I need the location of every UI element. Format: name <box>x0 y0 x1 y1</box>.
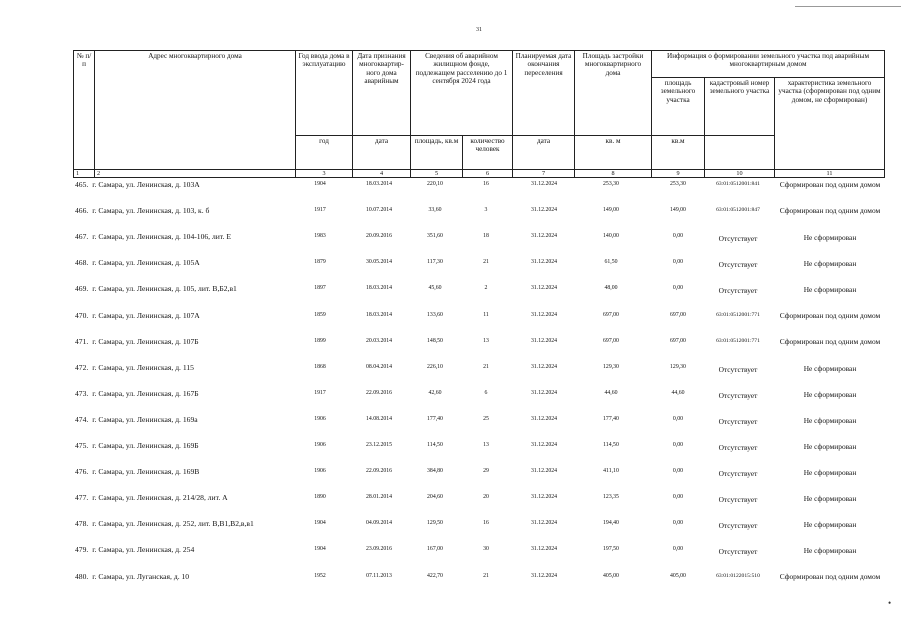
unit-year: год <box>296 136 353 170</box>
row-address-text: г. Самара, ул. Ленинская, д. 107А <box>92 311 200 320</box>
row-address-text: г. Самара, ул. Ленинская, д. 169а <box>92 415 198 424</box>
row-land-area: 129,30 <box>670 364 686 370</box>
row-year: 1868 <box>314 364 326 370</box>
unit-build: кв. м <box>575 136 652 170</box>
row-land-area: 0,00 <box>672 233 684 239</box>
row-area: 422,70 <box>427 573 443 579</box>
row-people-count: 21 <box>483 259 489 265</box>
header-table <box>73 50 885 178</box>
unit-plan: дата <box>513 136 575 170</box>
row-address <box>75 363 194 372</box>
table-row <box>73 284 884 310</box>
table-row <box>73 311 884 337</box>
unit-date: дата <box>353 136 411 170</box>
row-plan-date: 31.12.2024 <box>530 494 558 500</box>
row-plan-date: 31.12.2024 <box>530 520 558 526</box>
row-address-text: г. Самара, ул. Ленинская, д. 214/28, лит. А <box>92 493 228 502</box>
row-address <box>75 572 189 581</box>
row-cadastral: Отсутствует <box>718 391 758 400</box>
table-row <box>73 545 884 571</box>
row-number: 468. <box>75 258 89 267</box>
row-plan-date: 31.12.2024 <box>530 390 558 396</box>
row-address <box>75 258 200 267</box>
row-land-area: 0,00 <box>672 285 684 291</box>
row-year: 1904 <box>314 546 326 552</box>
row-year: 1917 <box>314 390 326 396</box>
row-area: 45,60 <box>428 285 442 291</box>
row-number: 466. <box>75 206 89 215</box>
row-land-area: 149,00 <box>670 207 686 213</box>
row-address <box>75 389 199 398</box>
row-address <box>75 415 198 424</box>
row-plan-date: 31.12.2024 <box>530 364 558 370</box>
row-area: 117,30 <box>427 259 443 265</box>
row-address <box>75 232 231 241</box>
row-year: 1904 <box>314 181 326 187</box>
row-cadastral: Отсутствует <box>718 234 758 243</box>
row-address <box>75 180 200 189</box>
row-number: 474. <box>75 415 89 424</box>
row-people-count: 16 <box>483 181 489 187</box>
row-cadastral: Отсутствует <box>718 547 758 556</box>
row-year: 1906 <box>314 442 326 448</box>
col-number-1: 1 <box>74 170 95 178</box>
row-cadastral: 63:01:0512001:771 <box>716 338 760 344</box>
row-recognition-date: 23.09.2016 <box>365 546 393 552</box>
row-recognition-date: 20.03.2014 <box>365 338 393 344</box>
row-land-area: 405,00 <box>670 573 686 579</box>
row-plan-date: 31.12.2024 <box>530 233 558 239</box>
row-recognition-date: 23.12.2015 <box>365 442 393 448</box>
row-people-count: 21 <box>483 364 489 370</box>
row-number: 467. <box>75 232 89 241</box>
row-address <box>75 284 237 293</box>
row-area: 114,50 <box>427 442 443 448</box>
row-people-count: 30 <box>483 546 489 552</box>
scan-speck: • <box>888 598 892 608</box>
row-plan-date: 31.12.2024 <box>530 181 558 187</box>
row-people-count: 13 <box>483 338 489 344</box>
row-cadastral: Отсутствует <box>718 495 758 504</box>
col-number-11: 11 <box>775 170 885 178</box>
row-address-text: г. Самара, ул. Ленинская, д. 103, к. б <box>92 206 210 215</box>
row-land-char: Сформирован под одним домом <box>779 572 881 581</box>
row-build-area: 114,50 <box>603 442 619 448</box>
row-year: 1917 <box>314 207 326 213</box>
row-cadastral: Отсутствует <box>718 286 758 295</box>
row-people-count: 3 <box>484 207 488 213</box>
row-area: 129,50 <box>427 520 443 526</box>
row-area: 177,40 <box>427 416 443 422</box>
row-year: 1906 <box>314 416 326 422</box>
row-number: 471. <box>75 337 89 346</box>
unit-land: кв.м <box>652 136 705 170</box>
table-row <box>73 493 884 519</box>
row-people-count: 18 <box>483 233 489 239</box>
row-address-text: г. Самара, ул. Ленинская, д. 254 <box>92 545 195 554</box>
row-address <box>75 519 254 528</box>
row-number: 478. <box>75 519 89 528</box>
row-recognition-date: 28.01.2014 <box>365 494 393 500</box>
row-plan-date: 31.12.2024 <box>530 259 558 265</box>
row-build-area: 44,60 <box>604 390 618 396</box>
row-land-char: Не сформирован <box>803 364 857 373</box>
row-land-area: 44,60 <box>671 390 685 396</box>
row-cadastral: 63:01:0512001:847 <box>716 207 760 213</box>
row-build-area: 411,10 <box>603 468 619 474</box>
col-number-5: 5 <box>411 170 463 178</box>
row-cadastral: Отсутствует <box>718 417 758 426</box>
row-number: 479. <box>75 545 89 554</box>
table-row <box>73 363 884 389</box>
row-build-area: 697,00 <box>603 312 619 318</box>
row-land-char: Не сформирован <box>803 233 857 242</box>
row-address-text: г. Самара, ул. Ленинская, д. 115 <box>92 363 194 372</box>
row-land-char: Сформирован под одним домом <box>779 206 881 215</box>
row-land-area: 0,00 <box>672 494 684 500</box>
row-plan-date: 31.12.2024 <box>530 338 558 344</box>
row-cadastral: Отсутствует <box>718 469 758 478</box>
row-plan-date: 31.12.2024 <box>530 312 558 318</box>
row-address-text: г. Самара, ул. Ленинская, д. 252, лит. В,В1,В2,в,в1 <box>92 519 254 528</box>
row-address-text: г. Самара, ул. Ленинская, д. 169Б <box>92 441 199 450</box>
row-build-area: 405,00 <box>603 573 619 579</box>
row-recognition-date: 18.03.2014 <box>365 312 393 318</box>
row-address-text: г. Самара, ул. Ленинская, д. 167Б <box>92 389 199 398</box>
header-land-area: площадь земельного участка <box>652 78 705 136</box>
row-area: 204,60 <box>427 494 443 500</box>
row-number: 477. <box>75 493 89 502</box>
row-area: 133,60 <box>427 312 443 318</box>
row-build-area: 194,40 <box>603 520 619 526</box>
table-row <box>73 441 884 467</box>
table-row <box>73 258 884 284</box>
row-land-area: 0,00 <box>672 442 684 448</box>
header-plan-date: Планируемая дата окончания переселения <box>513 51 575 136</box>
unit-area: площадь, кв.м <box>411 136 463 170</box>
header-cadastral: кадастровый номер земельного участка <box>705 78 775 136</box>
row-land-char: Сформирован под одним домом <box>779 337 881 346</box>
row-land-char: Не сформирован <box>803 520 857 529</box>
col-number-7: 7 <box>513 170 575 178</box>
row-address-text: г. Самара, ул. Ленинская, д. 169В <box>92 467 200 476</box>
row-plan-date: 31.12.2024 <box>530 546 558 552</box>
table-row <box>73 572 884 598</box>
row-plan-date: 31.12.2024 <box>530 416 558 422</box>
row-cadastral: Отсутствует <box>718 443 758 452</box>
col-number-3: 3 <box>296 170 353 178</box>
row-land-area: 0,00 <box>672 416 684 422</box>
row-recognition-date: 10.07.2014 <box>365 207 393 213</box>
row-land-char: Не сформирован <box>803 259 857 268</box>
col-number-4: 4 <box>353 170 411 178</box>
unit-count: количество человек <box>463 136 513 170</box>
col-number-9: 9 <box>652 170 705 178</box>
page-number: 31 <box>476 27 482 33</box>
row-number: 465. <box>75 180 89 189</box>
table-row <box>73 467 884 493</box>
row-plan-date: 31.12.2024 <box>530 285 558 291</box>
row-address-text: г. Самара, ул. Ленинская, д. 107Б <box>92 337 199 346</box>
row-area: 148,50 <box>427 338 443 344</box>
table-row <box>73 519 884 545</box>
row-cadastral: Отсутствует <box>718 260 758 269</box>
row-build-area: 48,00 <box>604 285 618 291</box>
top-edge-line <box>795 6 901 7</box>
row-people-count: 20 <box>483 494 489 500</box>
header-num: № п/п <box>74 51 95 170</box>
row-land-area: 0,00 <box>672 546 684 552</box>
row-land-char: Не сформирован <box>803 390 857 399</box>
row-build-area: 129,30 <box>603 364 619 370</box>
row-land-area: 0,00 <box>672 520 684 526</box>
row-people-count: 11 <box>483 312 489 318</box>
row-build-area: 140,00 <box>603 233 619 239</box>
row-build-area: 253,30 <box>603 181 619 187</box>
row-number: 472. <box>75 363 89 372</box>
row-number: 476. <box>75 467 89 476</box>
row-address-text: г. Самара, ул. Ленинская, д. 105, лит. В,Б2,в1 <box>92 284 237 293</box>
row-cadastral: 63:01:0512001:841 <box>716 181 760 187</box>
row-recognition-date: 22.09.2016 <box>365 390 393 396</box>
row-recognition-date: 08.04.2014 <box>365 364 393 370</box>
row-year: 1859 <box>314 312 326 318</box>
row-plan-date: 31.12.2024 <box>530 442 558 448</box>
row-number: 475. <box>75 441 89 450</box>
row-recognition-date: 22.09.2016 <box>365 468 393 474</box>
row-land-area: 697,00 <box>670 312 686 318</box>
unit-cadastral <box>705 136 775 170</box>
row-year: 1906 <box>314 468 326 474</box>
row-build-area: 123,35 <box>603 494 619 500</box>
row-build-area: 61,50 <box>604 259 618 265</box>
row-land-area: 253,30 <box>670 181 686 187</box>
row-build-area: 197,50 <box>603 546 619 552</box>
row-cadastral: 63:01:0122015:510 <box>716 573 760 579</box>
row-people-count: 29 <box>483 468 489 474</box>
header-fund: Сведения об аварийном жилищном фонде, подлежащем расселению до 1 сентября 2024 года <box>411 51 513 136</box>
row-address-text: г. Самара, ул. Ленинская, д. 105А <box>92 258 200 267</box>
row-land-char: Не сформирован <box>803 442 857 451</box>
row-land-char: Не сформирован <box>803 546 857 555</box>
row-area: 33,60 <box>428 207 442 213</box>
row-number: 473. <box>75 389 89 398</box>
row-recognition-date: 30.05.2014 <box>365 259 393 265</box>
header-land-info: Информация о формировании земельного участка под аварийным многоквартирным домом <box>652 51 885 78</box>
row-land-area: 697,00 <box>670 338 686 344</box>
row-address <box>75 206 209 215</box>
row-build-area: 177,40 <box>603 416 619 422</box>
row-number: 470. <box>75 311 89 320</box>
table-row <box>73 389 884 415</box>
row-area: 226,10 <box>427 364 443 370</box>
row-recognition-date: 14.08.2014 <box>365 416 393 422</box>
row-year: 1904 <box>314 520 326 526</box>
header-build-area: Площадь застройки многоквартирного дома <box>575 51 652 136</box>
row-address <box>75 441 199 450</box>
row-land-area: 0,00 <box>672 259 684 265</box>
row-recognition-date: 18.03.2014 <box>365 285 393 291</box>
row-land-char: Не сформирован <box>803 416 857 425</box>
row-area: 351,60 <box>427 233 443 239</box>
row-cadastral: 63:01:0512001:771 <box>716 312 760 318</box>
row-address-text: г. Самара, ул. Ленинская, д. 104-106, лит. Е <box>92 232 231 241</box>
row-land-char: Не сформирован <box>803 494 857 503</box>
row-land-char: Не сформирован <box>803 285 857 294</box>
row-year: 1897 <box>314 285 326 291</box>
row-address <box>75 337 199 346</box>
row-year: 1983 <box>314 233 326 239</box>
col-number-6: 6 <box>463 170 513 178</box>
row-land-area: 0,00 <box>672 468 684 474</box>
row-people-count: 21 <box>483 573 489 579</box>
row-year: 1890 <box>314 494 326 500</box>
header-address: Адрес многоквартирного дома <box>95 51 296 170</box>
row-recognition-date: 18.03.2014 <box>365 181 393 187</box>
row-year: 1879 <box>314 259 326 265</box>
row-address-text: г. Самара, ул. Луганская, д. 10 <box>92 572 190 581</box>
row-plan-date: 31.12.2024 <box>530 468 558 474</box>
row-people-count: 16 <box>483 520 489 526</box>
header-recognition-date: Дата признания многоквартир-ного дома аварийным <box>353 51 411 136</box>
row-land-char: Сформирован под одним домом <box>779 180 881 189</box>
col-number-10: 10 <box>705 170 775 178</box>
row-address <box>75 467 199 476</box>
row-plan-date: 31.12.2024 <box>530 573 558 579</box>
row-number: 480. <box>75 572 89 581</box>
row-cadastral: Отсутствует <box>718 365 758 374</box>
row-area: 42,60 <box>428 390 442 396</box>
row-people-count: 13 <box>483 442 489 448</box>
table-row <box>73 232 884 258</box>
row-people-count: 2 <box>484 285 488 291</box>
table-row <box>73 415 884 441</box>
row-year: 1952 <box>314 573 326 579</box>
row-number: 469. <box>75 284 89 293</box>
row-build-area: 149,00 <box>603 207 619 213</box>
row-people-count: 25 <box>483 416 489 422</box>
row-recognition-date: 07.11.2013 <box>366 573 392 579</box>
row-recognition-date: 20.09.2016 <box>365 233 393 239</box>
row-area: 220,10 <box>427 181 443 187</box>
header-year: Год ввода дома в эксплуатацию <box>296 51 353 136</box>
row-plan-date: 31.12.2024 <box>530 207 558 213</box>
table-row <box>73 337 884 363</box>
row-land-char: Сформирован под одним домом <box>779 311 881 320</box>
row-address <box>75 545 194 554</box>
row-build-area: 697,00 <box>603 338 619 344</box>
row-area: 384,80 <box>427 468 443 474</box>
row-land-char: Не сформирован <box>803 468 857 477</box>
row-address <box>75 311 200 320</box>
row-recognition-date: 04.09.2014 <box>365 520 393 526</box>
row-year: 1899 <box>314 338 326 344</box>
table-row <box>73 206 884 232</box>
row-cadastral: Отсутствует <box>718 521 758 530</box>
row-people-count: 6 <box>484 390 488 396</box>
table-row <box>73 180 884 206</box>
col-number-2: 2 <box>95 170 296 178</box>
row-area: 167,00 <box>427 546 443 552</box>
header-land-char: характеристика земельного участка (сформирован под одним домом, не сформирован) <box>775 78 885 170</box>
row-address <box>75 493 228 502</box>
col-number-8: 8 <box>575 170 652 178</box>
row-address-text: г. Самара, ул. Ленинская, д. 103А <box>92 180 200 189</box>
